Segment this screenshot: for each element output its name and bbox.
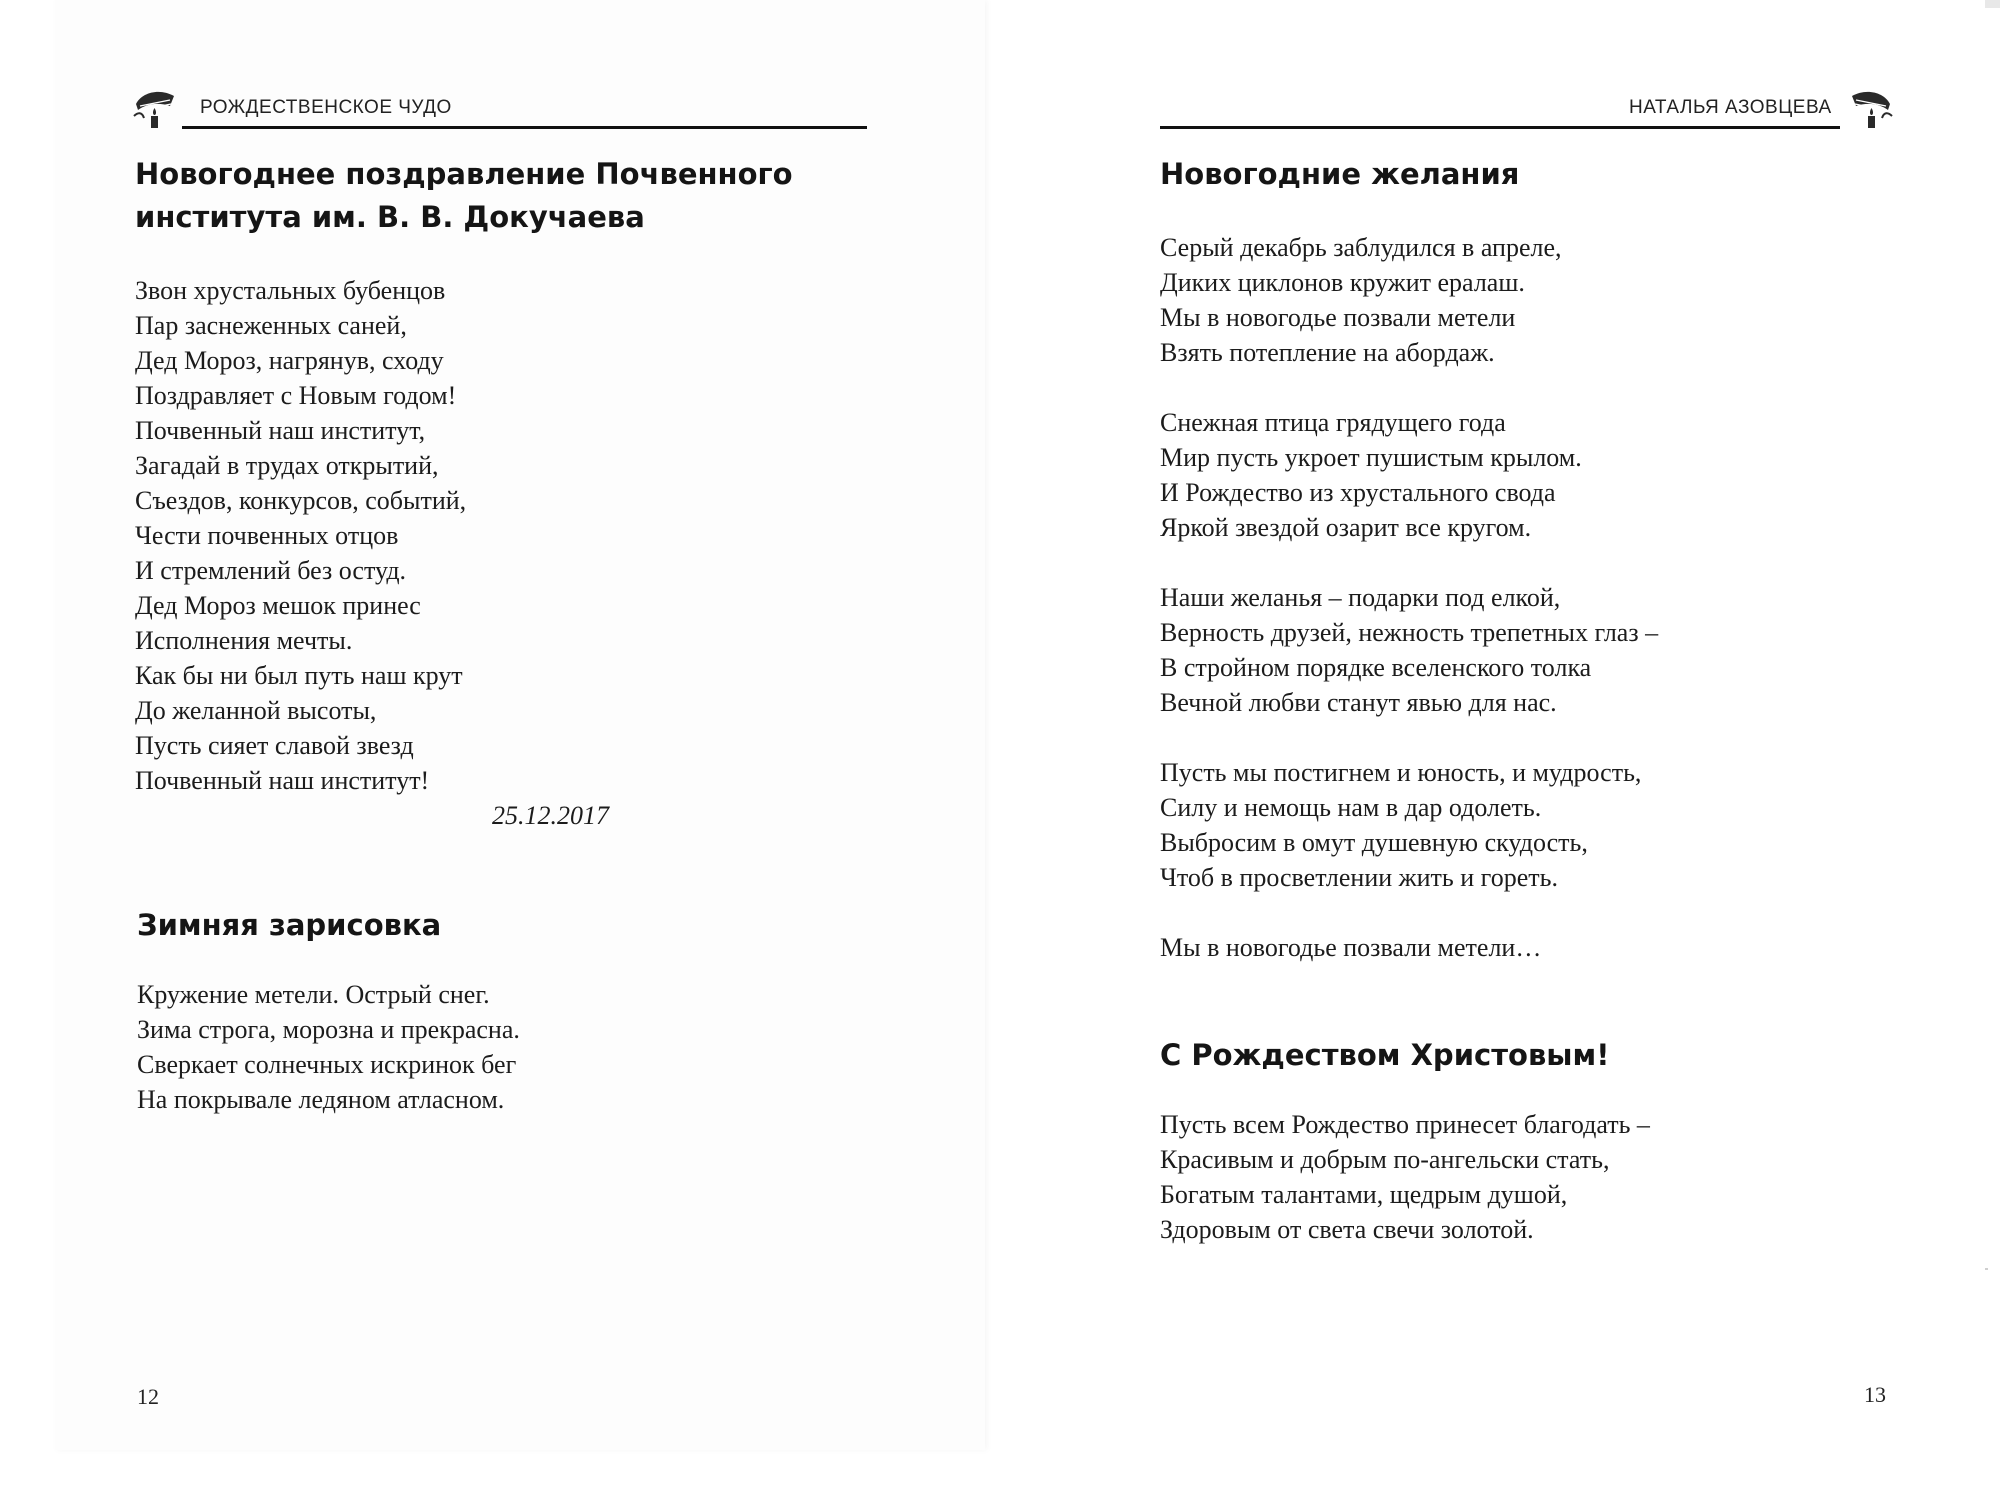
poem-title-line: Новогоднее поздравление Почвенного (135, 157, 793, 191)
verse-line: Красивым и добрым по-ангельски стать, (1160, 1145, 1610, 1174)
verse-line: Звон хрустальных бубенцов (135, 276, 446, 305)
verse-line: Как бы ни был путь наш крут (135, 661, 463, 690)
verse-line: Чести почвенных отцов (135, 521, 399, 550)
poem-title: С Рождеством Христовым! (1160, 1038, 1610, 1072)
verse-line: Дед Мороз, нагрянув, сходу (135, 346, 444, 375)
verse-line: Пар заснеженных саней, (135, 311, 407, 340)
candle-emblem-icon (1846, 82, 1896, 132)
stanza (1160, 930, 1658, 965)
verse-line: До желанной высоты, (135, 696, 377, 725)
verse-line: Выбросим в омут душевную скудость, (1160, 828, 1588, 857)
stanza (1160, 755, 1658, 895)
poem-date: 25.12.2017 (492, 801, 609, 830)
verse-line: Яркой звездой озарит все кругом. (1160, 513, 1532, 542)
verse-line: Серый декабрь заблудился в апреле, (1160, 233, 1562, 262)
verse-line: Пусть мы постигнем и юность, и мудрость, (1160, 758, 1642, 787)
poem-title (135, 153, 793, 239)
verse-line: Почвенный наш институт, (135, 416, 426, 445)
verse-line: В стройном порядке вселенского толка (1160, 653, 1592, 682)
verse-line: Мы в новогодье позвали метели (1160, 303, 1516, 332)
verse-line: Наши желанья – подарки под елкой, (1160, 583, 1561, 612)
header-rule-left (182, 126, 867, 129)
page-number-left: 12 (137, 1384, 159, 1409)
verse-line: Богатым талантами, щедрым душой, (1160, 1180, 1568, 1209)
stanza (1160, 580, 1658, 720)
verse-line: Пусть всем Рождество принесет благодать – (1160, 1110, 1650, 1139)
verse-line: Взять потепление на абордаж. (1160, 338, 1495, 367)
candle-emblem-icon (130, 82, 180, 132)
verse-line: Мы в новогодье позвали метели… (1160, 933, 1542, 962)
verse-line: Силу и немощь нам в дар одолеть. (1160, 793, 1542, 822)
stanza (1160, 230, 1658, 370)
verse-line: Здоровым от света свечи золотой. (1160, 1215, 1534, 1244)
page-edge-shade (1985, 0, 2000, 8)
verse-line: Сверкает солнечных искринок бег (137, 1050, 517, 1079)
poem-verse (137, 977, 520, 1117)
page-edge-mark (1985, 1268, 1988, 1270)
verse-line: Кружение метели. Острый снег. (137, 980, 490, 1009)
poem-verse (1160, 230, 1658, 965)
poem-title: Зимняя зарисовка (137, 908, 442, 942)
verse-line: Пусть сияет славой звезд (135, 731, 414, 760)
poem-verse (135, 273, 466, 798)
verse-line: И стремлений без остуд. (135, 556, 407, 585)
verse-line: Исполнения мечты. (135, 626, 353, 655)
stanza (1160, 405, 1658, 545)
verse-line: Чтоб в просветлении жить и гореть. (1160, 863, 1558, 892)
running-header-left: РОЖДЕСТВЕНСКОЕ ЧУДО (200, 97, 452, 118)
verse-line: Почвенный наш институт! (135, 766, 430, 795)
verse-line: И Рождество из хрустального свода (1160, 478, 1556, 507)
poem-title: Новогодние желания (1160, 157, 1520, 191)
poem-verse (1160, 1107, 1650, 1247)
verse-line: Дед Мороз мешок принес (135, 591, 421, 620)
header-rule-right (1160, 126, 1840, 129)
page-number-right: 13 (1864, 1382, 1886, 1407)
verse-line: Снежная птица грядущего года (1160, 408, 1506, 437)
poem-title-line: института им. В. В. Докучаева (135, 200, 645, 234)
verse-line: Зима строга, морозна и прекрасна. (137, 1015, 520, 1044)
verse-line: Верность друзей, нежность трепетных глаз – (1160, 618, 1659, 647)
verse-line: На покрывале ледяном атласном. (137, 1085, 505, 1114)
verse-line: Вечной любви станут явью для нас. (1160, 688, 1557, 717)
verse-line: Поздравляет с Новым годом! (135, 381, 457, 410)
verse-line: Диких циклонов кружит ералаш. (1160, 268, 1525, 297)
verse-line: Съездов, конкурсов, событий, (135, 486, 467, 515)
verse-line: Загадай в трудах открытий, (135, 451, 439, 480)
verse-line: Мир пусть укроет пушистым крылом. (1160, 443, 1582, 472)
running-header-right: НАТАЛЬЯ АЗОВЦЕВА (1629, 97, 1832, 118)
